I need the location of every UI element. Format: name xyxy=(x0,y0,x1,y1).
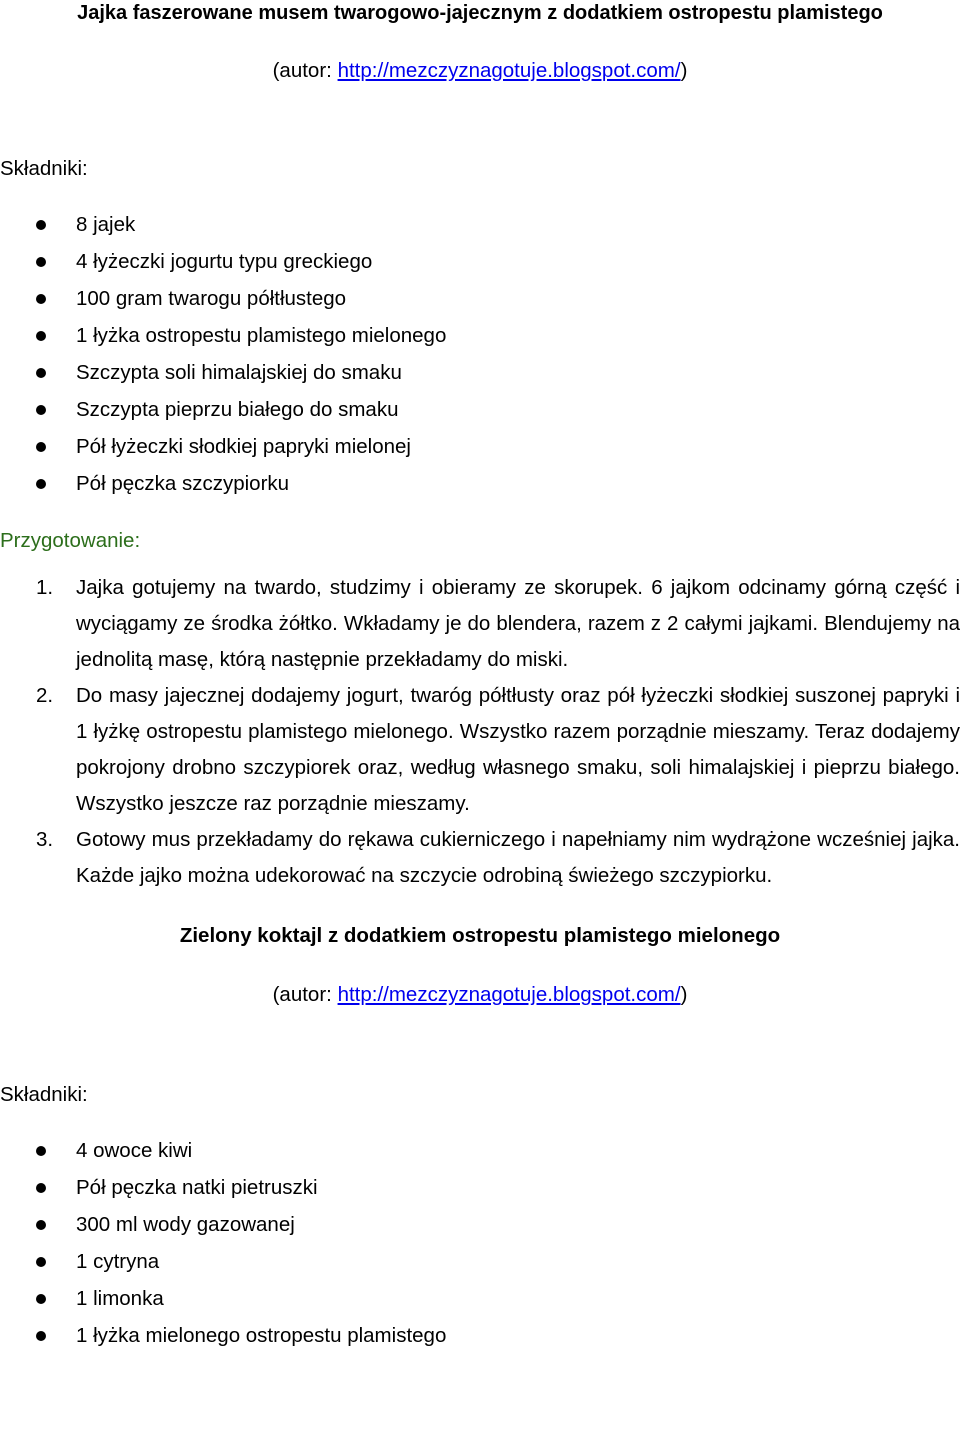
step-number: 1. xyxy=(36,576,54,599)
ingredient-text: 1 łyżka ostropestu plamistego mielonego xyxy=(76,324,447,347)
bullet-icon xyxy=(36,1146,46,1156)
ingredient-text: 4 łyżeczki jogurtu typu greckiego xyxy=(76,250,373,273)
step-item xyxy=(0,678,960,822)
ingredient-text: 1 limonka xyxy=(76,1287,164,1310)
recipe-1-title: Jajka faszerowane musem twarogowo-jajecznym z dodatkiem ostropestu plamistego xyxy=(77,2,883,24)
ingredient-text: 1 łyżka mielonego ostropestu plamistego xyxy=(76,1324,447,1347)
list-item xyxy=(0,206,960,243)
step-number: 3. xyxy=(36,828,54,851)
step-item xyxy=(0,822,960,894)
author-prefix: (autor: xyxy=(272,59,338,82)
recipe-2-author xyxy=(0,980,960,1010)
list-item xyxy=(0,1169,960,1206)
steps-list xyxy=(0,570,960,894)
ingredient-text: Szczypta soli himalajskiej do smaku xyxy=(76,361,402,384)
step-text: Jajka gotujemy na twardo, studzimy i obieramy ze skorupek. 6 jajkom odcinamy górną część i wyciągamy ze środka żółtko. Wkładamy je do blendera, razem z 2 całymi jajkami. Blendujemy na jednolitą masę, którą następnie przekładamy do miski. xyxy=(76,576,960,671)
recipe-2-title: Zielony koktajl z dodatkiem ostropestu plamistego mielonego xyxy=(179,924,781,947)
list-item xyxy=(0,317,960,354)
list-item xyxy=(0,243,960,280)
list-item xyxy=(0,1243,960,1280)
list-item xyxy=(0,465,960,502)
recipe-2 xyxy=(0,924,960,1354)
ingredient-text: 100 gram twarogu półtłustego xyxy=(76,287,347,310)
preparation-heading: Przygotowanie: xyxy=(0,529,141,552)
list-item xyxy=(0,1280,960,1317)
author-link[interactable]: http://mezczyznagotuje.blogspot.com/ xyxy=(337,59,681,82)
step-text: Do masy jajecznej dodajemy jogurt, twaróg półtłusty oraz pół łyżeczki słodkiej suszonej papryki i 1 łyżkę ostropestu plamistego mielonego. Wszystko razem porządnie mieszamy. Teraz dodajemy pokrojony drobno szczypiorek oraz, według własnego smaku, soli himalajskiej i pieprzu białego. Wszystko jeszcze raz porządnie mieszamy. xyxy=(76,684,960,815)
ingredient-text: Pół pęczka szczypiorku xyxy=(76,472,290,495)
ingredient-text: 300 ml wody gazowanej xyxy=(76,1213,295,1236)
ingredients-list xyxy=(0,206,960,502)
bullet-icon xyxy=(36,1220,46,1230)
list-item xyxy=(0,391,960,428)
bullet-icon xyxy=(36,1257,46,1267)
ingredients-heading: Składniki: xyxy=(0,1083,88,1106)
step-text: Gotowy mus przekładamy do rękawa cukierniczego i napełniamy nim wydrążone wcześniej jajka. Każde jajko można udekorować na szczycie odrobiną świeżego szczypiorku. xyxy=(76,828,960,887)
ingredient-text: 4 owoce kiwi xyxy=(76,1139,193,1162)
list-item xyxy=(0,1317,960,1354)
ingredient-text: Szczypta pieprzu białego do smaku xyxy=(76,398,399,421)
step-number: 2. xyxy=(36,684,54,707)
list-item xyxy=(0,1132,960,1169)
ingredient-text: 1 cytryna xyxy=(76,1250,160,1273)
bullet-icon xyxy=(36,1183,46,1193)
bullet-icon xyxy=(36,220,46,230)
author-prefix: (autor: xyxy=(272,983,338,1006)
list-item xyxy=(0,428,960,465)
list-item xyxy=(0,1206,960,1243)
bullet-icon xyxy=(36,442,46,452)
bullet-icon xyxy=(36,1294,46,1304)
author-suffix: ) xyxy=(680,59,688,82)
list-item xyxy=(0,354,960,391)
list-item xyxy=(0,280,960,317)
ingredient-text: Pół łyżeczki słodkiej papryki mielonej xyxy=(76,435,411,458)
bullet-icon xyxy=(36,294,46,304)
step-item xyxy=(0,570,960,678)
recipe-1-author xyxy=(0,56,960,86)
ingredients-list xyxy=(0,1132,960,1354)
bullet-icon xyxy=(36,1331,46,1341)
bullet-icon xyxy=(36,405,46,415)
bullet-icon xyxy=(36,331,46,341)
ingredient-text: 8 jajek xyxy=(76,213,136,236)
author-suffix: ) xyxy=(680,983,688,1006)
bullet-icon xyxy=(36,479,46,489)
author-link[interactable]: http://mezczyznagotuje.blogspot.com/ xyxy=(337,983,681,1006)
bullet-icon xyxy=(36,368,46,378)
ingredients-heading: Składniki: xyxy=(0,157,88,180)
ingredient-text: Pół pęczka natki pietruszki xyxy=(76,1176,318,1199)
bullet-icon xyxy=(36,257,46,267)
